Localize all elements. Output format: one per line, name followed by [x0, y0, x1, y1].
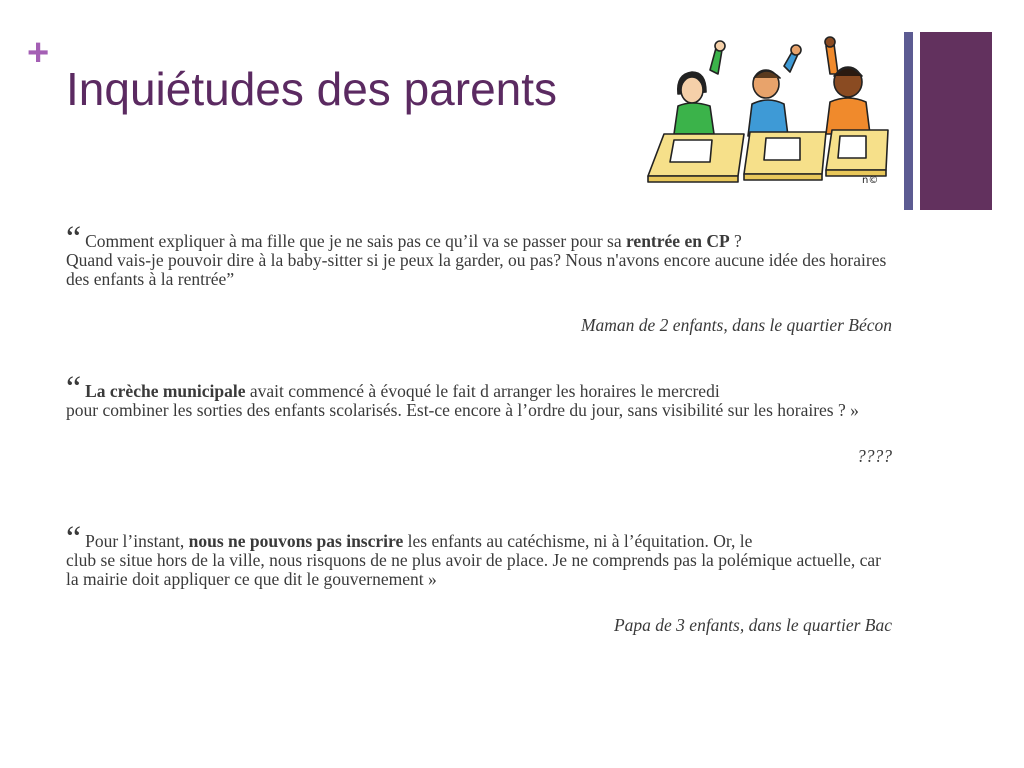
plus-icon: +: [27, 32, 50, 74]
quote-segment: les enfants au catéchisme, ni à l’équitation. Or, le: [403, 531, 753, 551]
open-quote-mark: “: [66, 520, 82, 557]
quote-attribution: Maman de 2 enfants, dans le quartier Bécon: [580, 315, 892, 335]
quote-segment: Comment expliquer à ma fille que je ne sais pas ce qu’il va se passer pour sa: [85, 231, 626, 251]
accent-bar-thin: [904, 32, 913, 210]
page-title: Inquiétudes des parents: [66, 63, 558, 115]
quote-emphasis: La crèche municipale: [85, 381, 246, 401]
quote-text: [66, 370, 892, 420]
quote-block-3: [66, 520, 892, 635]
quote-continuation: club se situe hors de la ville, nous risquons de ne plus avoir de place. Je ne comprends pas la polémique actuelle, car la mairie doit appliquer ce que dit le gouvernement »: [66, 550, 881, 589]
quote-emphasis: rentrée en CP: [625, 231, 730, 251]
quote-attribution: Papa de 3 enfants, dans le quartier Bac: [613, 615, 892, 635]
quote-segment: Pour l’instant,: [85, 531, 189, 551]
accent-bar-thick: [920, 32, 992, 210]
quote-block-1: [66, 220, 892, 335]
open-quote-mark: “: [66, 370, 82, 407]
quote-emphasis: nous ne pouvons pas inscrire: [188, 531, 404, 551]
classroom-raised-hands-icon: [640, 30, 896, 190]
quote-text: [66, 520, 892, 589]
quote-block-2: [66, 370, 892, 466]
svg-text:n©: n©: [862, 175, 879, 186]
quote-segment: ?: [729, 231, 742, 251]
quote-segment: avait commencé à évoqué le fait d arranger les horaires le mercredi: [245, 381, 720, 401]
quote-text: [66, 220, 892, 289]
quote-continuation: Quand vais-je pouvoir dire à la baby-sitter si je peux la garder, ou pas? Nous n'avons encore aucune idée des horaires des enfants à la rentrée”: [66, 250, 887, 289]
quote-continuation: pour combiner les sorties des enfants scolarisés. Est-ce encore à l’ordre du jour, sans visibilité sur les horaires ? »: [66, 400, 859, 420]
quote-attribution: ????: [857, 446, 892, 466]
open-quote-mark: “: [66, 220, 82, 257]
